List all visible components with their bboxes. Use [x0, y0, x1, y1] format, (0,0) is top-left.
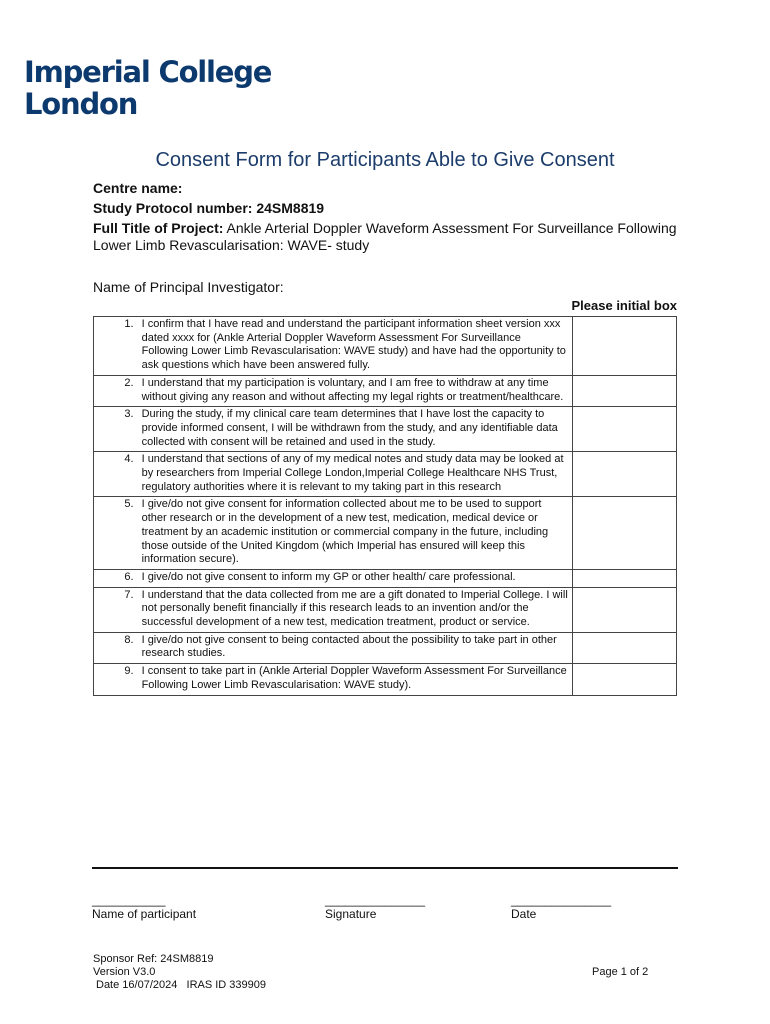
project-title	[93, 220, 683, 254]
consent-item-row	[94, 587, 677, 632]
centre-name-label: Centre name:	[93, 180, 183, 196]
principal-investigator-label: Name of Principal Investigator:	[93, 279, 284, 295]
consent-item-number: 3.	[94, 407, 138, 452]
consent-item-row	[94, 569, 677, 587]
project-title-value: Ankle Arterial Doppler Waveform Assessment For Surveillance Following Lower Limb Revascularisation: WAVE- study	[93, 220, 677, 253]
consent-item-text: I give/do not give consent to inform my GP or other health/ care professional.	[138, 569, 573, 587]
participant-name-label: Name of participant	[92, 907, 197, 921]
consent-item-row	[94, 452, 677, 497]
consent-item-text: I consent to take part in (Ankle Arterial Doppler Waveform Assessment For Surveillance Following Lower Limb Revascularisation: WAVE study).	[138, 664, 573, 695]
date-line: _______________	[511, 893, 612, 907]
consent-item-number: 8.	[94, 632, 138, 663]
date-label: Date	[511, 907, 537, 921]
consent-item-row	[94, 497, 677, 570]
consent-item-number: 4.	[94, 452, 138, 497]
participant-name-field[interactable]	[92, 893, 196, 921]
consent-item-number: 1.	[94, 317, 138, 376]
date-iras-text: Date 16/07/2024 IRAS ID 339909	[96, 979, 267, 991]
consent-item-number: 2.	[94, 375, 138, 406]
initial-box[interactable]	[573, 664, 677, 695]
consent-item-number: 5.	[94, 497, 138, 570]
consent-item-row	[94, 664, 677, 695]
consent-item-text: I understand that sections of any of my medical notes and study data may be looked at by researchers from Imperial College London,Imperial College Healthcare NHS Trust, regulatory authorities where it is relevant to my taking part in this research	[138, 452, 573, 497]
page-title: Consent Form for Participants Able to Give Consent	[155, 149, 615, 171]
date-field[interactable]	[511, 893, 611, 921]
signature-divider	[92, 867, 678, 869]
consent-item-text: During the study, if my clinical care team determines that I have lost the capacity to provide informed consent, I will be withdrawn from the study, and any identifiable data collected with consent will be retained and used in the study.	[138, 407, 573, 452]
project-title-label: Full Title of Project:	[93, 220, 224, 236]
consent-item-row	[94, 317, 677, 376]
initial-box[interactable]	[573, 497, 677, 570]
initial-box[interactable]	[573, 632, 677, 663]
initial-box[interactable]	[573, 375, 677, 406]
signature-field[interactable]	[325, 893, 425, 921]
initial-box[interactable]	[573, 317, 677, 376]
footer-left	[93, 953, 266, 992]
consent-item-number: 7.	[94, 587, 138, 632]
signature-label: Signature	[325, 907, 377, 921]
consent-statements-table	[93, 316, 677, 696]
initial-box[interactable]	[573, 452, 677, 497]
version-text: Version V3.0	[93, 966, 156, 978]
logo-line-2: London	[24, 87, 138, 121]
consent-item-row	[94, 407, 677, 452]
participant-name-line: ___________	[92, 893, 166, 907]
initial-box[interactable]	[573, 587, 677, 632]
consent-item-text: I understand that my participation is voluntary, and I am free to withdraw at any time without giving any reason and without affecting my legal rights or treatment/healthcare.	[138, 375, 573, 406]
consent-item-text: I give/do not give consent for information collected about me to be used to support other research or in the development of a new test, medication, medical device or treatment by an academic institution or commercial company in the future, including those outside of the United Kingdom (which Imperial has ensured will keep this information secure).	[138, 497, 573, 570]
consent-item-number: 6.	[94, 569, 138, 587]
logo-line-1: Imperial College	[24, 55, 272, 89]
consent-item-row	[94, 375, 677, 406]
initial-box-header: Please initial box	[571, 298, 677, 313]
consent-item-row	[94, 632, 677, 663]
consent-item-text: I give/do not give consent to being contacted about the possibility to take part in other research studies.	[138, 632, 573, 663]
consent-item-text: I confirm that I have read and understand the participant information sheet version xxx dated xxxx for (Ankle Arterial Doppler Waveform Assessment For Surveillance Following Lower Limb Revascularisation: WAVE study) and have had the opportunity to ask questions which have been answered fully.	[138, 317, 573, 376]
page-number: Page 1 of 2	[592, 966, 649, 978]
signature-line: _______________	[325, 893, 426, 907]
initial-box[interactable]	[573, 569, 677, 587]
study-protocol-label: Study Protocol number: 24SM8819	[93, 200, 325, 216]
initial-box[interactable]	[573, 407, 677, 452]
consent-item-text: I understand that the data collected from me are a gift donated to Imperial College. I will not personally benefit financially if this research leads to an invention and/or the successful development of a new test, medication treatment, product or service.	[138, 587, 573, 632]
institution-logo	[24, 56, 271, 120]
consent-item-number: 9.	[94, 664, 138, 695]
sponsor-ref: Sponsor Ref: 24SM8819	[93, 953, 214, 965]
